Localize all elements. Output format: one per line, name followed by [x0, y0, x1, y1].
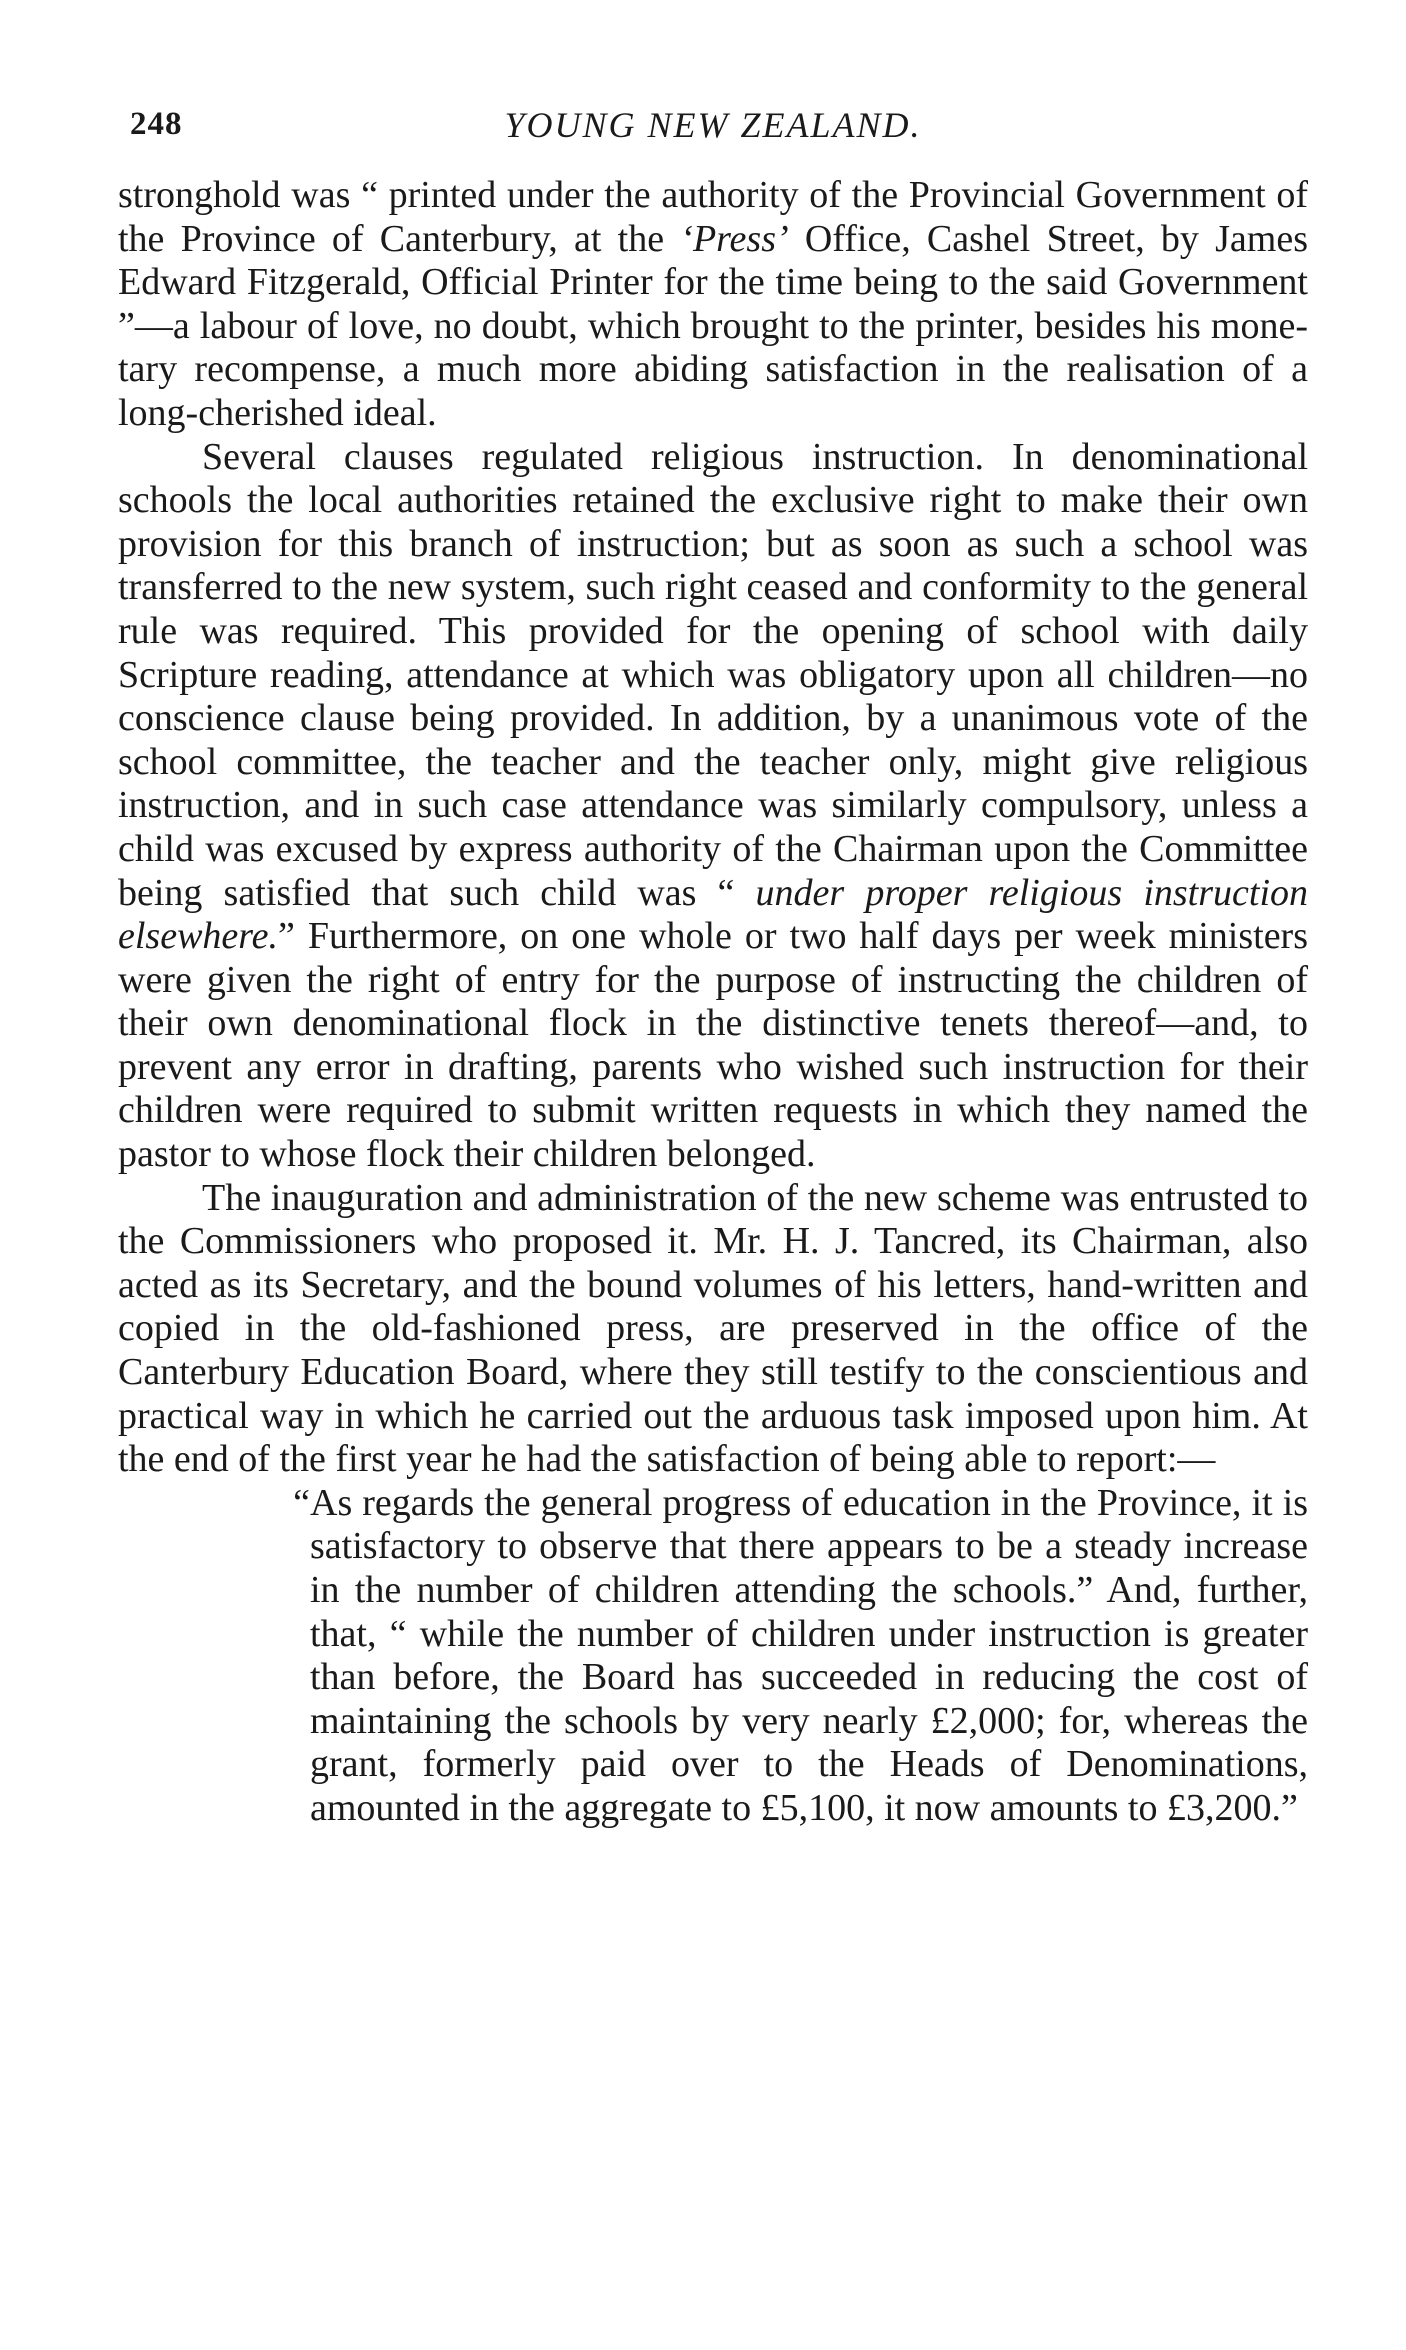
- paragraph-2-text-b: ” Furthermore, on one whole or two half days per week ministers were given the right of entry for the purpose of instructing the children of their own denominational flock in the distinctive tenets thereof—and, to prevent any error in drafting, parents who wished such instruction for their children were required to submit written requests in which they named the pastor to whose flock their children belonged.: [118, 915, 1308, 1176]
- paragraph-3: The inauguration and administration of the new scheme was entrusted to the Commissioners who proposed it. Mr. H. J. Tancred, its Chairman, also acted as its Secretary, and the bound volumes of his letters, hand-written and copied in the old-fashioned press, are preserved in the office of the Canterbury Education Board, where they still testify to the conscientious and practical way in which he carried out the arduous task imposed upon him. At the end of the first year he had the satisfaction of being able to report:—: [118, 1176, 1308, 1481]
- page-number: 248: [130, 106, 183, 142]
- running-title: YOUNG NEW ZEALAND.: [504, 105, 922, 145]
- paragraph-2-italic: under proper religious instruction elsewhere.: [118, 871, 1308, 958]
- running-head: [118, 100, 1308, 160]
- quote-text: As regards the general progress of education in the Province, it is satisfactory to observe that there appears to be a steady increase in the number of children attending the schools.” And, further, that, “ while the number of children under instruction is greater than before, the Board has succeeded in reducing the cost of maintaining the schools by very nearly £2,000; for, whereas the grant, formerly paid over to the Heads of Denominations, amounted in the aggregate to £5,100, it now amounts to £3,200.”: [310, 1481, 1308, 1829]
- book-page: [118, 100, 1308, 1831]
- paragraph-1-italic: ‘Press’: [680, 217, 789, 260]
- block-quote: [214, 1482, 1308, 1831]
- paragraph-1-text-a: stronghold was “ printed under the authority of the Provincial Government of the Province of Canterbury, at the: [118, 174, 1308, 260]
- paragraph-1: [118, 174, 1308, 436]
- paragraph-1-text-b: Office, Cashel Street, by James Edward Fitzgerald, Official Printer for the time being to the said Government ”—a labour of love, no doubt, which brought to the printer, besides his monetary recompense, a much more abiding satisfaction in the realisation of a long-cherished ideal.: [118, 217, 1309, 434]
- paragraph-2: [118, 436, 1308, 1177]
- quote-open-mark: “: [293, 1481, 310, 1524]
- paragraph-2-text-a: Several clauses regulated religious instruction. In denominational schools the local authorities retained the exclusive right to make their own provision for this branch of instruction; but as soon as such a school was transferred to the new system, such right ceased and conformity to the general rule was required. This provided for the opening of school with daily Scripture reading, attendance at which was obligatory upon all children—no conscience clause being provided. In addition, by a unanimous vote of the school committee, the teacher and the teacher only, might give religious instruction, and in such case attendance was similarly compulsory, unless a child was excused by express authority of the Chairman upon the Committee being satisfied that such child was “: [118, 435, 1308, 914]
